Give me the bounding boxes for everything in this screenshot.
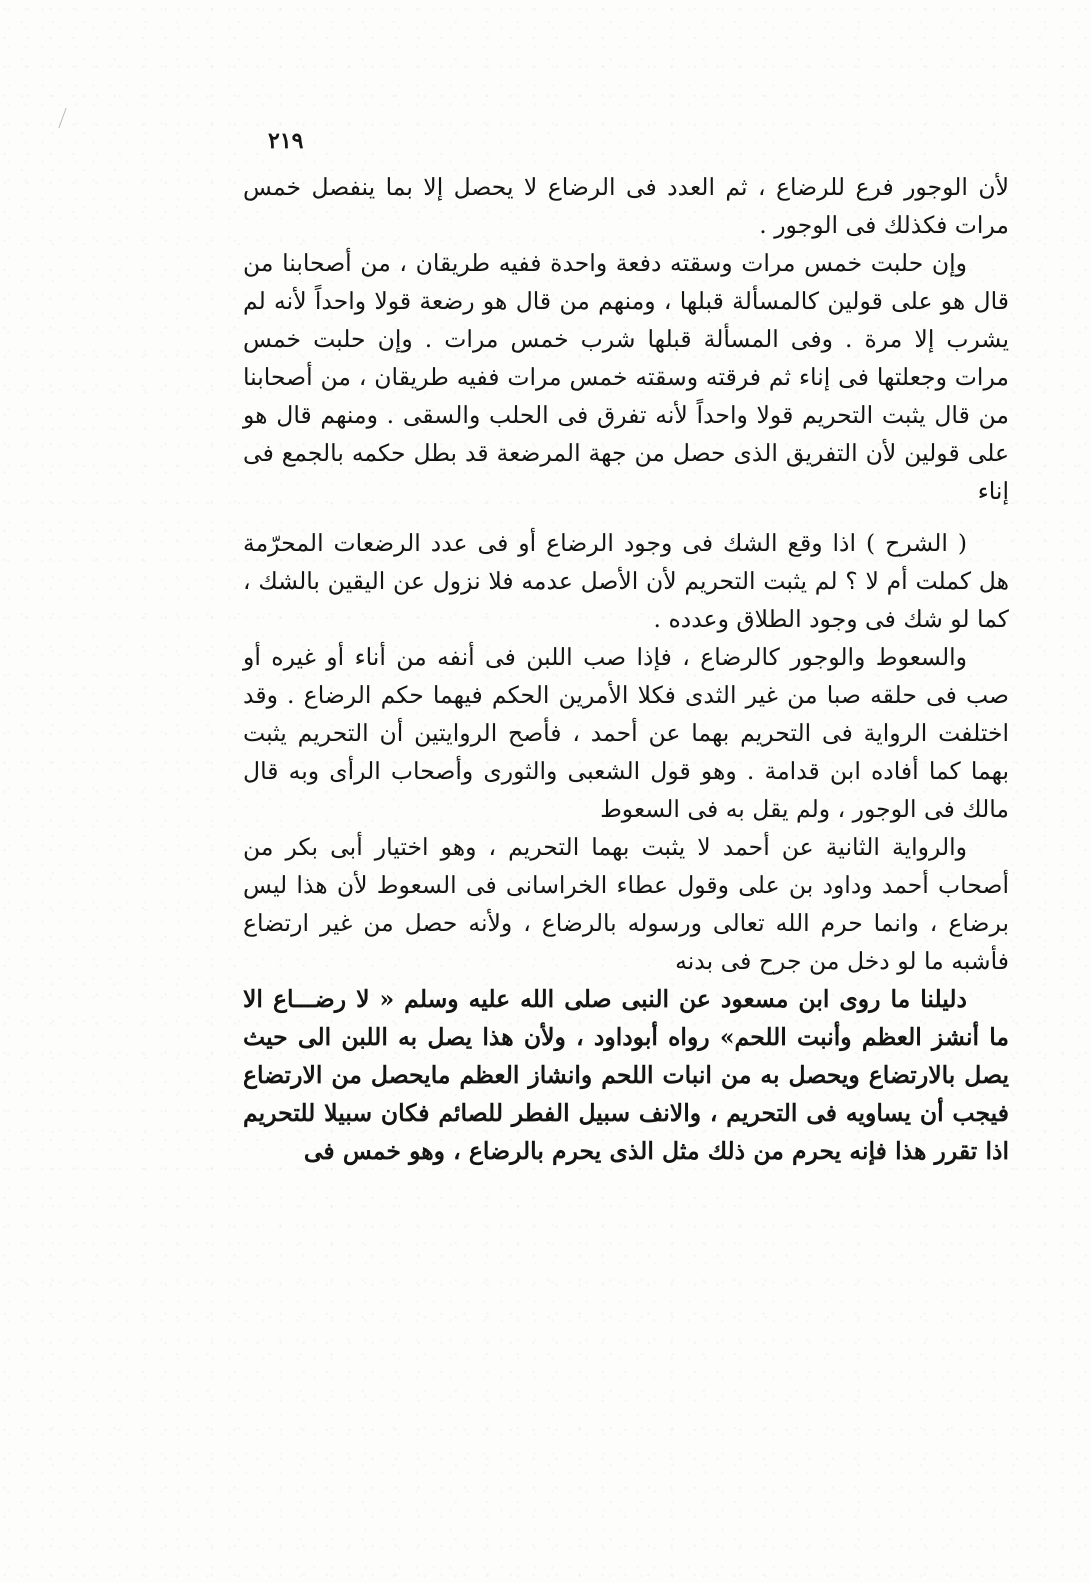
paragraph-second-narration: والرواية الثانية عن أحمد لا يثبت بهما التحريم ، وهو اختيار أبى بكر من أصحاب أحمد وداود بن على وقول عطاء الخراسانى فى السعوط لأن هذا ليس برضاع ، وانما حرم الله تعالى ورسوله بالرضاع ، ولأنه حصل من غير ارتضاع فأشبه ما لو دخل من جرح فى بدنه	[243, 833, 1009, 975]
page-number: ٢١٩	[268, 128, 304, 154]
paragraph-milking-rule: وإن حلبت خمس مرات وسقته دفعة واحدة ففيه طريقان ، من أصحابنا من قال هو على قولين كالمسألة قبلها ، ومنهم من قال هو رضعة قولا واحداً لأنه لم يشرب إلا مرة . وفى المسألة قبلها شرب خمس مرات . وإن حلبت خمس مرات وجعلتها فى إناء ثم فرقته وسقته خمس مرات ففيه طريقان ، من أصحابنا من قال يثبت التحريم قولا واحداً لأنه تفرق فى الحلب والسقى . ومنهم قال هو على قولين لأن التفريق الذى حصل من جهة المرضعة قد بطل حكمه بالجمع فى إناء	[243, 249, 1009, 505]
paragraph-continuation: لأن الوجور فرع للرضاع ، ثم العدد فى الرضاع لا يحصل إلا بما ينفصل خمس مرات فكذلك فى الوجور .	[243, 173, 1010, 239]
body-text	[243, 168, 1009, 1170]
paragraph-sniffing-feeding: والسعوط والوجور كالرضاع ، فإذا صب اللبن فى أنفه من أناء أو غيره أو صب فى حلقه صبا من غير الثدى فكلا الأمرين الحكم فيهما حكم الرضاع . وقد اختلفت الرواية فى التحريم بهما عن أحمد ، فأصح الروايتين أن التحريم يثبت بهما كما أفاده ابن قدامة . وهو قول الشعبى والثورى وأصحاب الرأى وبه قال مالك فى الوجور ، ولم يقل به فى السعوط	[243, 643, 1009, 823]
margin-pencil-mark	[58, 108, 80, 128]
paragraph-evidence: دليلنا ما روى ابن مسعود عن النبى صلى الله عليه وسلم « لا رضـــاع الا ما أنشز العظم وأنبت اللحم» رواه أبوداود ، ولأن هذا يصل به اللبن الى حيث يصل بالارتضاع ويحصل به من انبات اللحم وانشاز العظم مايحصل من الارتضاع فيجب أن يساويه فى التحريم ، والانف سبيل الفطر للصائم فكان سبيلا للتحريم اذا تقرر هذا فإنه يحرم من ذلك مثل الذى يحرم بالرضاع ، وهو خمس فى	[243, 985, 1009, 1165]
paragraph-commentary: ( الشرح ) اذا وقع الشك فى وجود الرضاع أو فى عدد الرضعات المحرّمة هل كملت أم لا ؟ لم يثبت التحريم لأن الأصل عدمه فلا نزول عن اليقين بالشك ، كما لو شك فى وجود الطلاق وعدده .	[243, 529, 1009, 633]
